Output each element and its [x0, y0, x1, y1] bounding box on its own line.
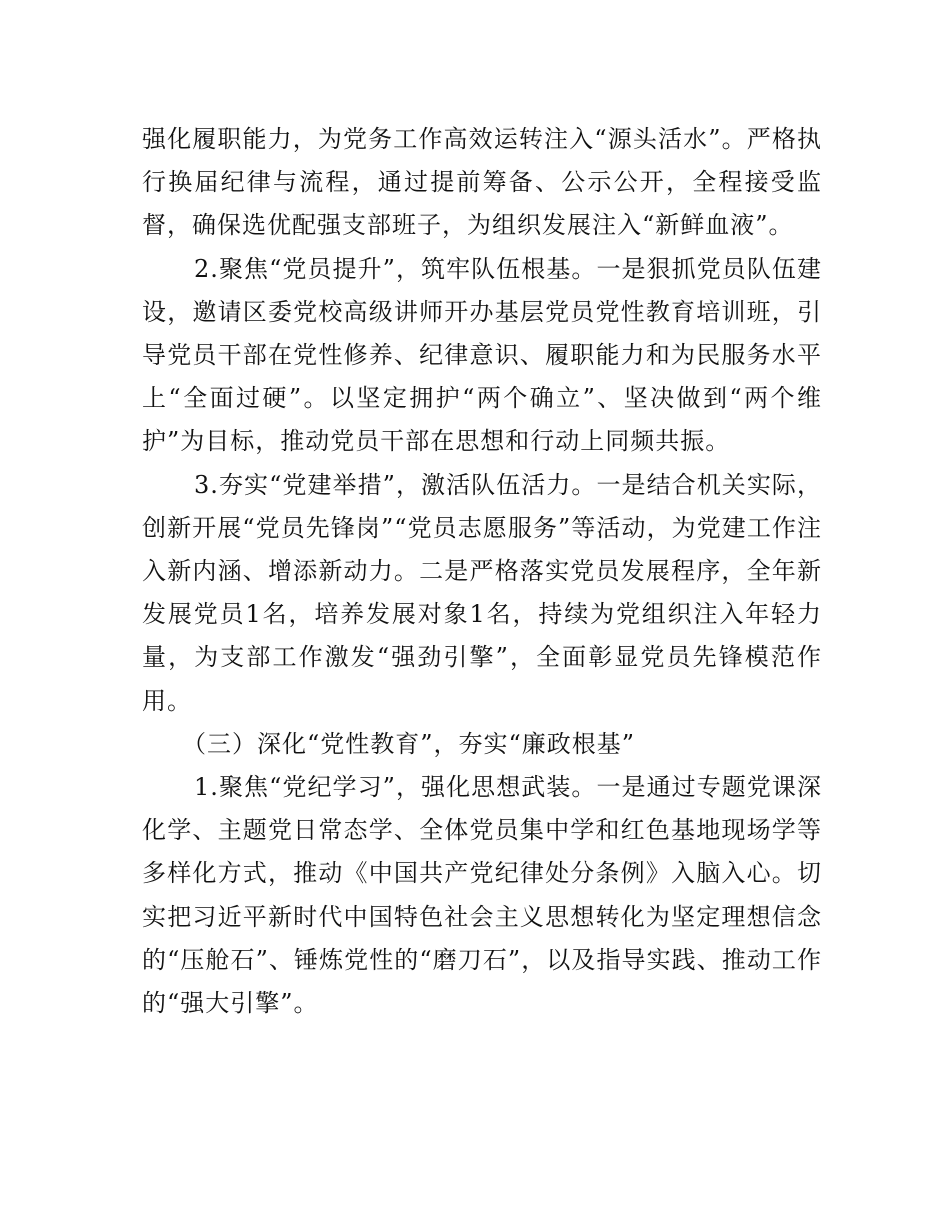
paragraph-discipline-study: 1.聚焦“党纪学习”，强化思想武装。一是通过专题党课深化学、主题党日常态学、全体党员集中学和红色基地现场学等多样化方式，推动《中国共产党纪律处分条例》入脑入心。切实把习近平新时代中国特色社会主义思想转化为坚定理想信念的“压舱石”、锤炼党性的“磨刀石”，以及指导实践、推动工作的“强大引擎”。 — [142, 773, 822, 1018]
section-heading-party-education: （三）深化“党性教育”，夯实“廉政根基” — [182, 729, 636, 758]
paragraph-party-building-measures: 3.夯实“党建举措”，激活队伍活力。一是结合机关实际，创新开展“党员先锋岗”“党员志愿服务”等活动，为党建工作注入新内涵、增添新动力。二是严格落实党员发展程序，全年新发展党员1名，培养发展对象1名，持续为党组织注入年轻力量，为支部工作激发“强劲引擎”，全面彰显党员先锋模范作用。 — [142, 470, 822, 715]
paragraph-party-member-improvement: 2.聚焦“党员提升”，筑牢队伍根基。一是狠抓党员队伍建设，邀请区委党校高级讲师开办基层党员党性教育培训班，引导党员干部在党性修养、纪律意识、履职能力和为民服务水平上“全面过硬”。以坚定拥护“两个确立”、坚决做到“两个维护”为目标，推动党员干部在思想和行动上同频共振。 — [142, 254, 822, 456]
paragraph-continuation: 强化履职能力，为党务工作高效运转注入“源头活水”。严格执行换届纪律与流程，通过提前筹备、公示公开，全程接受监督，确保选优配强支部班子，为组织发展注入“新鲜血液”。 — [142, 125, 822, 240]
document-body — [142, 118, 822, 1025]
